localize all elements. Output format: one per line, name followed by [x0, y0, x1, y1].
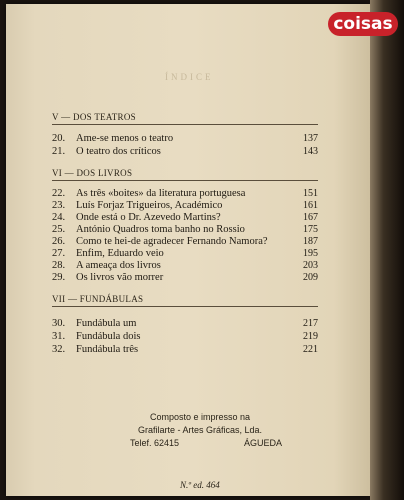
entry-title: Ame-se menos o teatro: [76, 133, 174, 144]
entry-page: 219: [303, 331, 318, 342]
entry-number: 24.: [52, 212, 66, 223]
entry-page: 151: [303, 188, 318, 199]
entry-title: Onde está o Dr. Azevedo Martins?: [76, 212, 221, 223]
edition-number: N.º ed. 464: [180, 480, 220, 490]
entry-page: 143: [303, 146, 318, 157]
entry-number: 21.: [52, 146, 66, 157]
entry-page: 217: [303, 318, 318, 329]
entry-page: 209: [303, 272, 318, 283]
toc-entry: [52, 200, 318, 212]
entry-page: 175: [303, 224, 318, 235]
entry-number: 29.: [52, 272, 66, 283]
book-spine: [370, 0, 404, 500]
entry-page: 137: [303, 133, 318, 144]
toc-entry: [52, 248, 318, 260]
entry-title: Os livros vão morrer: [76, 272, 164, 283]
entry-page: 221: [303, 344, 318, 355]
section-heading: VI — DOS LIVROS: [52, 168, 133, 178]
entry-title: Fundábula um: [76, 318, 137, 329]
entry-number: 23.: [52, 200, 66, 211]
toc-entry: [52, 236, 318, 248]
entry-number: 28.: [52, 260, 66, 271]
entry-title: Luís Forjaz Trigueiros, Académico: [76, 200, 223, 211]
entry-title: Como te hei-de agradecer Fernando Namora?: [76, 236, 268, 247]
entry-page: 203: [303, 260, 318, 271]
section-divider: [52, 180, 318, 181]
toc-entry: [52, 146, 318, 158]
toc-entry: [52, 272, 318, 284]
entry-page: 195: [303, 248, 318, 259]
colophon-line: Grafilarte - Artes Gráficas, Lda.: [138, 425, 263, 435]
toc-entry: [52, 344, 318, 356]
toc-entry: [52, 212, 318, 224]
entry-number: 20.: [52, 133, 66, 144]
entry-page: 187: [303, 236, 318, 247]
toc-entry: [52, 188, 318, 200]
colophon-line: Composto e impresso na: [150, 412, 251, 422]
toc-entry: [52, 260, 318, 272]
toc-entry: [52, 318, 318, 330]
entry-number: 25.: [52, 224, 66, 235]
toc-entry: [52, 133, 318, 145]
entry-number: 27.: [52, 248, 66, 259]
entry-page: 161: [303, 200, 318, 211]
entry-title: As três «boites» da literatura portuguesa: [76, 188, 246, 199]
entry-number: 22.: [52, 188, 66, 199]
section-divider: [52, 124, 318, 125]
entry-title: António Quadros toma banho no Rossio: [76, 224, 245, 235]
entry-title: Fundábula três: [76, 344, 139, 355]
colophon-phone: Telef. 62415: [130, 438, 180, 448]
section-heading: VII — FUNDÁBULAS: [52, 294, 144, 304]
entry-number: 31.: [52, 331, 66, 342]
toc-entry: [52, 331, 318, 343]
colophon-city: ÁGUEDA: [244, 438, 283, 448]
entry-title: O teatro dos críticos: [76, 146, 161, 157]
entry-number: 30.: [52, 318, 66, 329]
section-heading: V — DOS TEATROS: [52, 112, 136, 122]
ghost-heading: ÍNDICE: [165, 72, 214, 82]
entry-number: 26.: [52, 236, 66, 247]
entry-page: 167: [303, 212, 318, 223]
entry-title: Fundábula dois: [76, 331, 141, 342]
entry-title: A ameaça dos livros: [76, 260, 161, 271]
toc-entry: [52, 224, 318, 236]
section-divider: [52, 306, 318, 307]
watermark-logo: coisas: [328, 12, 398, 36]
entry-title: Enfim, Eduardo veio: [76, 248, 164, 259]
entry-number: 32.: [52, 344, 66, 355]
